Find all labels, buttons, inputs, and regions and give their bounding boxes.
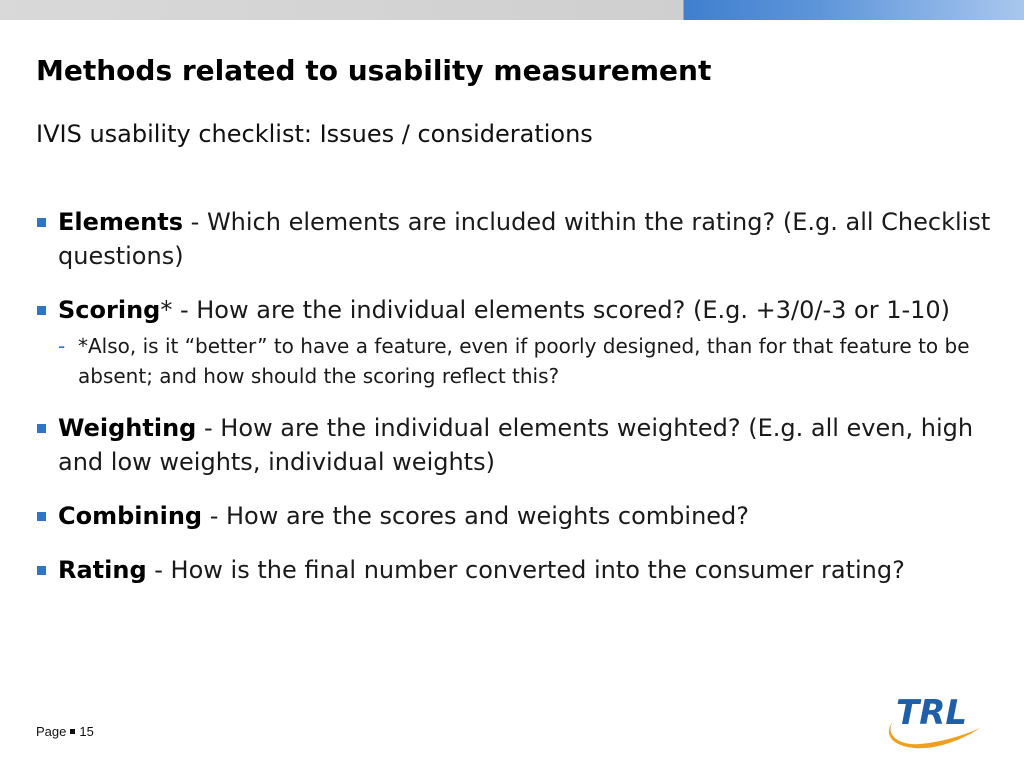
bullet-term: Weighting [58, 414, 197, 442]
bullet-marker [37, 218, 46, 227]
page-footer [36, 724, 94, 739]
bullet-rating [36, 553, 996, 587]
slide-subtitle: IVIS usability checklist: Issues / considerations [36, 120, 593, 148]
bullet-combining [36, 499, 996, 533]
bullet-text: - How is the final number converted into the consumer rating? [146, 556, 905, 584]
bullet-term: Elements [58, 208, 184, 236]
bullet-text: * - How are the individual elements scored? (E.g. +3/0/-3 or 1-10) [160, 296, 951, 324]
sub-bullet-text: *Also, is it “better” to have a feature, even if poorly designed, than for that feature to be absent; and how should the scoring reflect this? [78, 334, 970, 388]
bullet-list [36, 205, 996, 607]
page-label: Page [36, 724, 67, 739]
bullet-text: - Which elements are included within the rating? (E.g. all Checklist questions) [58, 208, 991, 270]
bullet-text: - How are the scores and weights combined? [202, 502, 750, 530]
bullet-marker [37, 306, 46, 315]
logo-text: TRL [896, 693, 968, 733]
bullet-text: - How are the individual elements weighted? (E.g. all even, high and low weights, individual weights) [58, 414, 974, 476]
bullet-elements [36, 205, 996, 273]
trl-logo [880, 680, 990, 750]
slide-title: Methods related to usability measurement [36, 54, 712, 87]
bullet-scoring [36, 293, 996, 391]
bullet-marker [37, 424, 46, 433]
bullet-term: Scoring [58, 296, 161, 324]
bullet-marker [37, 566, 46, 575]
page-number: 15 [79, 724, 94, 739]
bullet-marker [37, 512, 46, 521]
sub-bullet-note [58, 331, 996, 391]
top-banner [0, 0, 1024, 20]
dash-marker: - [58, 334, 66, 358]
bullet-term: Rating [58, 556, 147, 584]
bullet-term: Combining [58, 502, 203, 530]
bullet-weighting [36, 411, 996, 479]
footer-separator [70, 729, 75, 734]
